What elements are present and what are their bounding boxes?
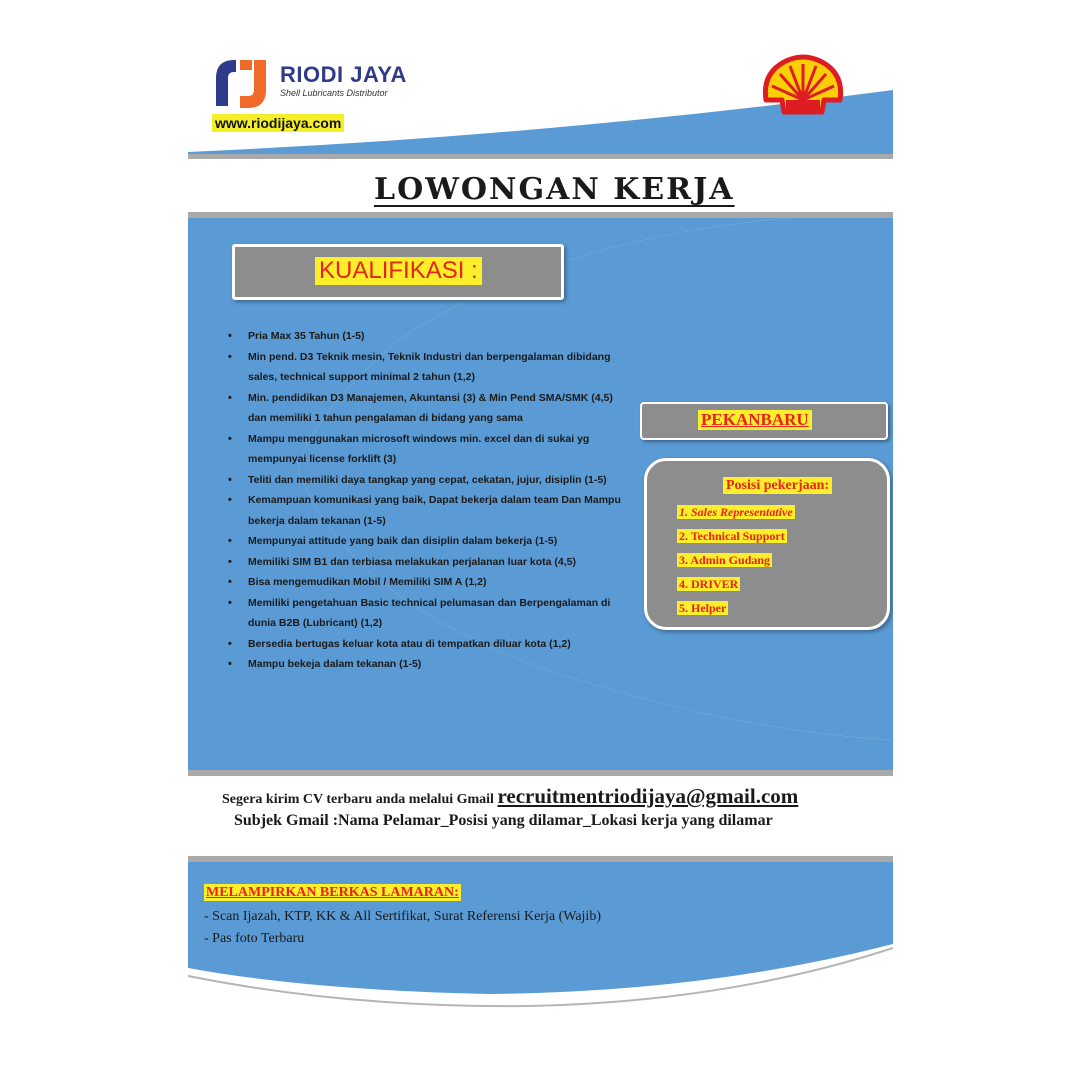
qualification-item: • Memiliki SIM B1 dan terbiasa melakukan perjalanan luar kota (4,5) (228, 552, 628, 573)
position-label: 1. Sales Representative (679, 505, 793, 519)
qualification-item: • Mampu bekeja dalam tekanan (1-5) (228, 654, 628, 675)
position-item (677, 503, 795, 520)
attachment-item: - Pas foto Terbaru (204, 931, 305, 946)
position-item (677, 575, 795, 592)
attachment-item: - Scan Ijazah, KTP, KK & All Sertifikat, Surat Referensi Kerja (Wajib) (204, 909, 601, 924)
qualification-item: • Bersedia bertugas keluar kota atau di tempatkan diluar kota (1,2) (228, 634, 628, 655)
brand-tagline: Shell Lubricants Distributor (280, 88, 388, 98)
qualification-item: • Mampu menggunakan microsoft windows min. excel dan di sukai yg mempunyai license forklift (3) (228, 429, 628, 470)
contact-divider (188, 770, 893, 776)
location-box (640, 402, 888, 440)
position-label: 3. Admin Gudang (679, 553, 771, 567)
header-divider (188, 154, 893, 159)
attachments-list (204, 906, 601, 950)
send-cv-text: Segera kirim CV terbaru anda melalui Gmail (222, 792, 494, 807)
attachments-heading: MELAMPIRKAN BERKAS LAMARAN: (206, 885, 459, 900)
position-item (677, 599, 795, 616)
recruitment-email-link[interactable]: recruitmentriodijaya@gmail.com (497, 784, 799, 808)
website-link[interactable]: www.riodijaya.com (212, 114, 344, 132)
send-cv-line (222, 784, 798, 809)
positions-list (677, 503, 795, 623)
qualification-item: • Bisa mengemudikan Mobil / Memiliki SIM A (1,2) (228, 572, 628, 593)
position-item (677, 551, 795, 568)
position-label: 5. Helper (679, 601, 727, 615)
qualifications-heading: KUALIFIKASI : (315, 257, 482, 285)
qualification-item: • Kemampuan komunikasi yang baik, Dapat bekerja dalam team Dan Mampu bekerja dalam tekanan (1-5) (228, 490, 628, 531)
email-subject-instructions: Subjek Gmail :Nama Pelamar_Posisi yang dilamar_Lokasi kerja yang dilamar (234, 812, 773, 829)
positions-box (644, 458, 890, 630)
job-poster (188, 40, 893, 1040)
position-item (677, 527, 795, 544)
positions-heading: Posisi pekerjaan: (723, 477, 832, 494)
title-divider (188, 212, 893, 218)
qualification-item: • Min pend. D3 Teknik mesin, Teknik Industri dan berpengalaman dibidang sales, technical support minimal 2 tahun (1,2) (228, 347, 628, 388)
shell-logo-icon (760, 54, 846, 118)
brand-name: RIODI JAYA (280, 62, 407, 87)
position-label: 4. DRIVER (679, 577, 739, 591)
qualification-item: • Pria Max 35 Tahun (1-5) (228, 326, 628, 347)
position-label: 2. Technical Support (679, 529, 785, 543)
qualification-item: • Memiliki pengetahuan Basic technical pelumasan dan Berpengalaman di dunia B2B (Lubricant) (1,2) (228, 593, 628, 634)
qualification-item: • Teliti dan memiliki daya tangkap yang cepat, cekatan, jujur, disiplin (1-5) (228, 470, 628, 491)
qualification-item: • Min. pendidikan D3 Manajemen, Akuntansi (3) & Min Pend SMA/SMK (4,5) dan memiliki 1 tahun pengalaman di bidang yang sama (228, 388, 628, 429)
bottom-divider (188, 856, 893, 862)
riodi-jaya-logo-icon (212, 54, 270, 112)
qualifications-heading-box (232, 244, 564, 300)
qualification-item: • Mempunyai attitude yang baik dan disiplin dalam bekerja (1-5) (228, 531, 628, 552)
qualifications-list (228, 326, 628, 675)
location-label: PEKANBARU (698, 410, 812, 430)
page-title: LOWONGAN KERJA (374, 172, 735, 207)
